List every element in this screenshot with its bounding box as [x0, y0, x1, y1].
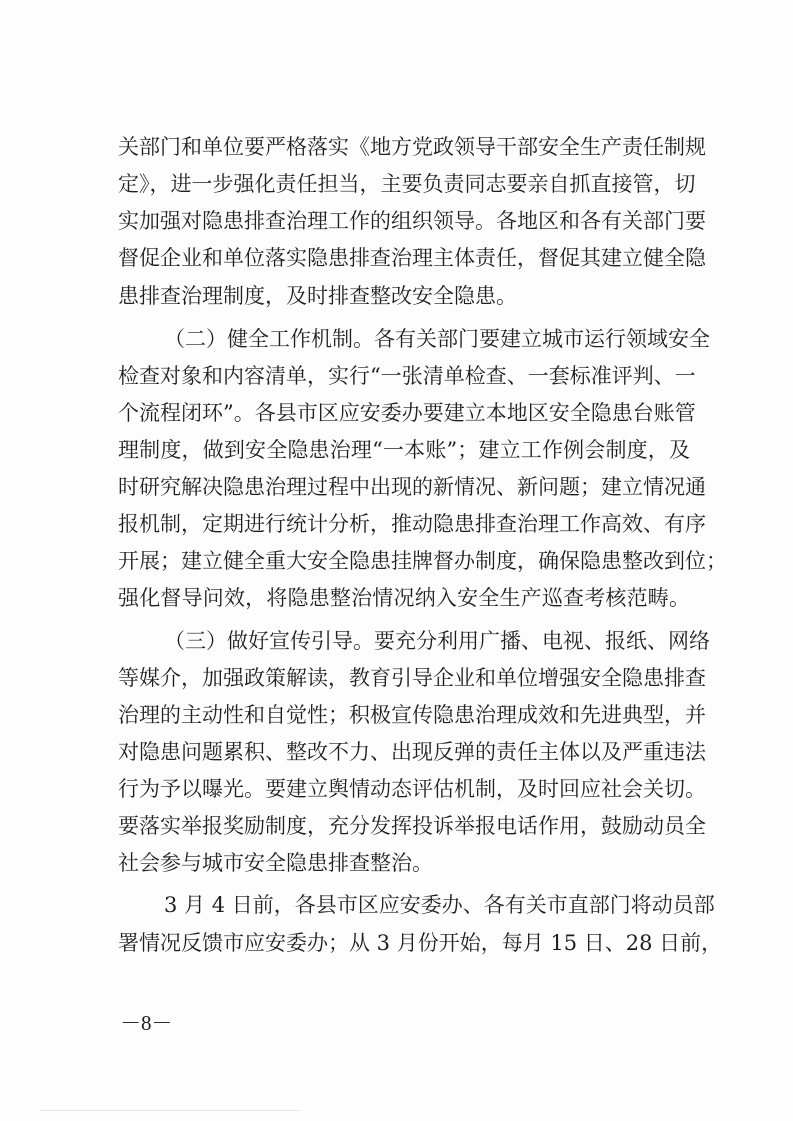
- paragraph-line: 对隐患问题累积、整改不力、出现反弹的责任主体以及严重违法: [118, 740, 706, 764]
- paragraph-line: （三）做好宣传引导。要充分利用广播、电视、报纸、网络: [164, 629, 710, 653]
- paragraph-line: 社会参与城市安全隐患排查整治。: [118, 851, 433, 875]
- paragraph-line: 治理的主动性和自觉性；积极宣传隐患治理成效和先进典型，并: [118, 703, 706, 727]
- paragraph-line: 行为予以曝光。要建立舆情动态评估机制，及时回应社会关切。: [118, 777, 706, 801]
- paragraph-line: 开展；建立健全重大安全隐患挂牌督办制度，确保隐患整改到位；: [118, 549, 727, 573]
- paragraph-line: 督促企业和单位落实隐患排查治理主体责任，督促其建立健全隐: [118, 246, 706, 270]
- paragraph-line: 检查对象和内容清单，实行“一张清单检查、一套标准评判、一: [118, 364, 696, 388]
- paragraph-line: 署情况反馈市应安委办；从 3 月份开始，每月 15 日、28 日前，: [118, 931, 723, 955]
- paragraph-line: 强化督导问效，将隐患整治情况纳入安全生产巡查考核范畴。: [118, 586, 690, 610]
- paragraph-line: 个流程闭环”。各县市区应安委办要建立本地区安全隐患台账管: [118, 401, 696, 425]
- paragraph-line: 要落实举报奖励制度，充分发挥投诉举报电话作用，鼓励动员全: [118, 814, 706, 838]
- paragraph-line: 理制度，做到安全隐患治理“一本账”；建立工作例会制度，及: [118, 438, 690, 462]
- paragraph-line: （二）健全工作机制。各有关部门要建立城市运行领域安全: [164, 327, 710, 351]
- paragraph-line: 定》，进一步强化责任担当，主要负责同志要亲自抓直接管，切: [118, 172, 696, 196]
- paragraph-line: 报机制，定期进行统计分析，推动隐患排查治理工作高效、有序: [118, 512, 706, 536]
- paragraph-line: 等媒介，加强政策解读，教育引导企业和单位增强安全隐患排查: [118, 666, 706, 690]
- paragraph-line: 关部门和单位要严格落实《地方党政领导干部安全生产责任制规: [118, 135, 706, 159]
- paragraph-line: 时研究解决隐患治理过程中出现的新情况、新问题；建立情况通: [118, 475, 706, 499]
- paragraph-line: 患排查治理制度，及时排查整改安全隐患。: [118, 284, 517, 308]
- paragraph-line: 3 月 4 日前，各县市区应安委办、各有关市直部门将动员部: [164, 893, 715, 917]
- footer-divider: [40, 1110, 300, 1111]
- page-number: －8－: [120, 1011, 173, 1035]
- paragraph-line: 实加强对隐患排查治理工作的组织领导。各地区和各有关部门要: [118, 209, 706, 233]
